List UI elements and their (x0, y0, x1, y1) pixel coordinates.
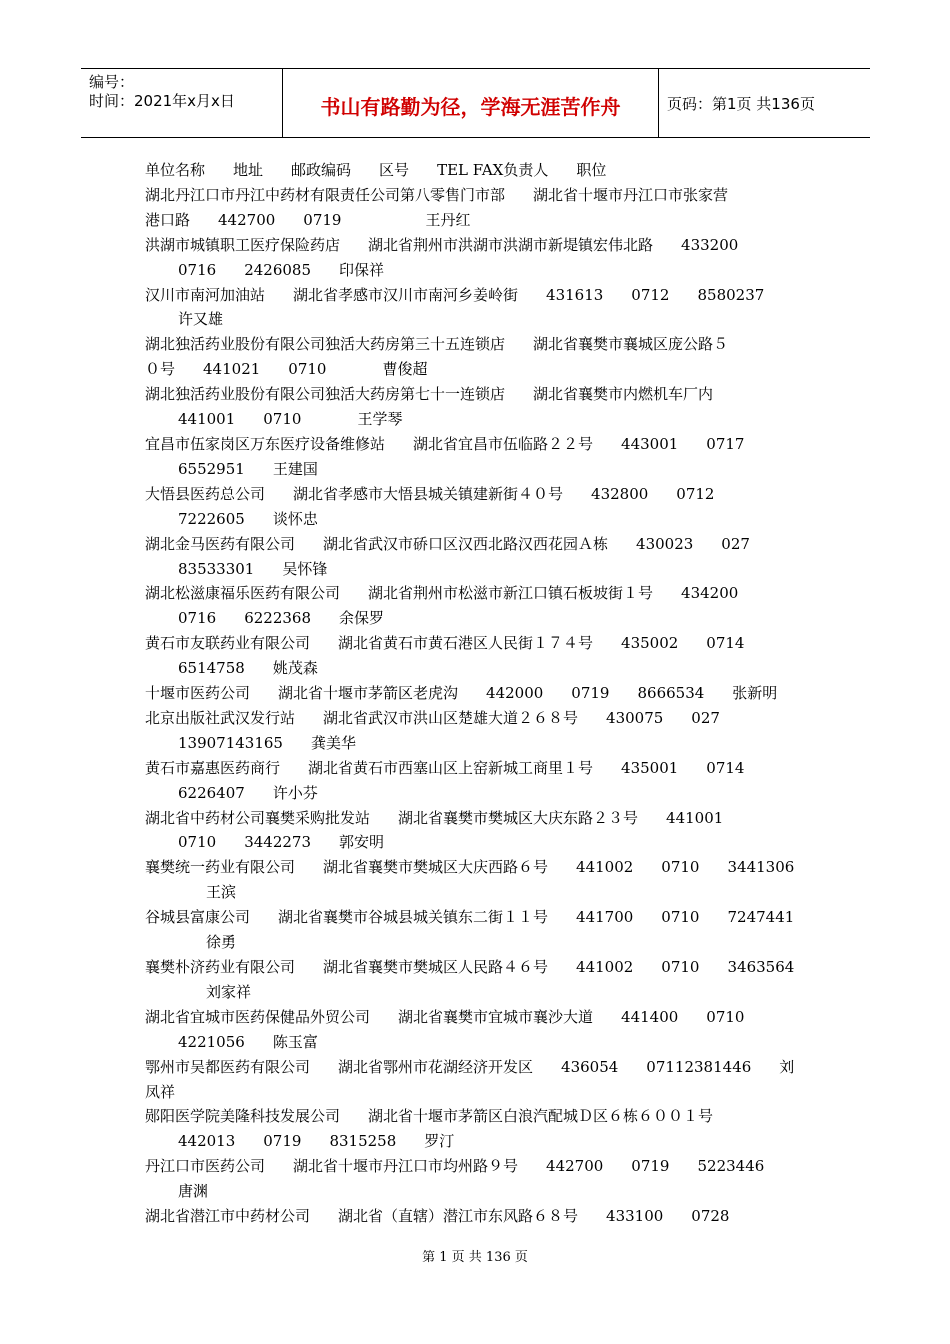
record-line (145, 606, 813, 631)
record-line (145, 1204, 813, 1229)
record-cell: 441400 (621, 1007, 679, 1026)
header-page-label: 页码：第1页 共136页 (667, 94, 815, 113)
record-cell: 441002 (576, 958, 634, 976)
record-cell: 0712 (676, 484, 715, 503)
record-cell: 湖北省黄石市西塞山区上窑新城工商里１号 (308, 758, 594, 777)
record-cell: 吴怀锋 (282, 559, 328, 578)
record-cell: 地址 (233, 161, 264, 179)
header-number-label: 编号： (89, 73, 135, 91)
record-cell: 湖北独活药业股份有限公司独活大药房第三十五连锁店 (145, 335, 506, 354)
record-line (145, 681, 813, 706)
record-cell: 3463564 (727, 958, 795, 976)
record-line (145, 731, 813, 756)
record-cell: 8315258 (329, 1132, 397, 1151)
record-cell: 434200 (681, 584, 739, 603)
record-cell: 6514758 (178, 659, 245, 678)
record-cell: 湖北省（直辖）潜江市东风路６８号 (338, 1207, 579, 1226)
record-line (145, 432, 813, 457)
record-cell: 谷城县富康公司 (145, 908, 251, 927)
record-cell: 洪湖市城镇职工医疗保险药店 (145, 235, 341, 254)
record-cell: 6226407 (178, 783, 245, 802)
record-line (145, 158, 813, 183)
record-cell: 湖北省中药材公司襄樊采购批发站 (145, 808, 371, 827)
record-cell: 0714 (706, 758, 745, 777)
record-cell: 433200 (681, 235, 739, 254)
record-line (145, 183, 813, 208)
record-cell: 442700 (218, 210, 276, 229)
record-cell: 湖北省襄樊市内燃机车厂内 (533, 385, 714, 404)
record-line (145, 1030, 813, 1055)
record-cell: 435001 (621, 758, 679, 777)
record-cell: 丹江口市医药公司 (145, 1157, 266, 1176)
record-line (145, 930, 813, 955)
record-line (145, 905, 813, 930)
record-cell: 0719 (571, 684, 610, 703)
record-cell: 0716 (178, 260, 217, 279)
record-cell: 余保罗 (339, 609, 385, 628)
record-cell: 港口路 (145, 210, 191, 229)
record-cell: 441002 (576, 858, 634, 877)
record-line (145, 1154, 813, 1179)
record-cell: 83533301 (178, 559, 255, 578)
record-cell: 436054 (561, 1057, 619, 1076)
record-cell: 6552951 (178, 459, 245, 478)
record-line (145, 880, 813, 905)
document-body (145, 158, 813, 1229)
record-line (145, 507, 813, 532)
record-cell: 5223446 (697, 1157, 765, 1176)
record-cell: 陈玉富 (272, 1032, 318, 1051)
record-line (145, 1080, 813, 1105)
record-cell: 宜昌市伍家岗区万东医疗设备维修站 (145, 434, 386, 453)
record-cell: 湖北省鄂州市花湖经济开发区 (338, 1057, 534, 1076)
record-line (145, 1104, 813, 1129)
record-line (145, 307, 813, 332)
record-cell: 龚美华 (310, 733, 356, 752)
record-cell: 汉川市南河加油站 (145, 285, 266, 304)
record-cell: 湖北省孝感市大悟县城关镇建新街４０号 (293, 484, 564, 503)
record-cell: 湖北省襄樊市樊城区大庆东路２３号 (398, 808, 639, 827)
record-cell: 435002 (621, 634, 679, 653)
record-cell: 443001 (621, 434, 679, 453)
record-cell: 郧阳医学院美隆科技发展公司 (145, 1107, 341, 1126)
record-cell: 刘 (779, 1057, 795, 1076)
record-cell: 431613 (546, 285, 604, 304)
record-cell: 6222368 (244, 609, 311, 628)
record-cell: 王滨 (206, 883, 237, 902)
record-line (145, 1005, 813, 1030)
record-cell: 唐渊 (178, 1182, 209, 1201)
record-cell: 湖北省襄樊市樊城区人民路４６号 (323, 958, 549, 976)
record-cell: 0710 (661, 958, 700, 976)
record-cell: 0710 (661, 858, 700, 877)
record-cell: 湖北省武汉市洪山区楚雄大道２６８号 (323, 708, 579, 727)
record-cell: 432800 (591, 484, 649, 503)
record-cell: 曹俊超 (382, 360, 428, 379)
record-cell: 3442273 (244, 833, 311, 852)
record-cell: 徐勇 (206, 933, 237, 952)
record-cell: 王建国 (272, 459, 318, 478)
page-header (81, 68, 870, 138)
record-cell: 0710 (706, 1007, 745, 1026)
record-cell: 027 (721, 534, 750, 553)
record-cell: 湖北省武汉市硚口区汉西北路汉西花园Ａ栋 (323, 534, 609, 553)
record-cell: 2426085 (244, 260, 311, 279)
record-cell: 442700 (546, 1157, 604, 1176)
record-cell: 湖北省十堰市丹江口市均州路９号 (293, 1157, 519, 1176)
record-cell: 433100 (606, 1207, 664, 1226)
record-cell: 7222605 (178, 509, 245, 528)
record-cell: 4221056 (178, 1032, 245, 1051)
record-cell: 职位 (576, 161, 607, 179)
record-line (145, 482, 813, 507)
record-cell: 0716 (178, 609, 217, 628)
record-cell: 十堰市医药公司 (145, 684, 251, 703)
record-cell: 湖北省十堰市丹江口市张家营 (533, 185, 729, 204)
record-line (145, 581, 813, 606)
record-cell: 0710 (661, 908, 700, 927)
record-cell: 湖北丹江口市丹江中药材有限责任公司第八零售门市部 (145, 185, 506, 204)
record-cell: TEL FAX负责人 (437, 161, 549, 179)
record-cell: 湖北独活药业股份有限公司独活大药房第七十一连锁店 (145, 385, 506, 404)
record-cell: 王丹红 (425, 210, 471, 229)
record-cell: 湖北省孝感市汉川市南河乡姜岭街 (293, 285, 519, 304)
record-cell: 0719 (631, 1157, 670, 1176)
record-line (145, 233, 813, 258)
record-cell: 441021 (203, 360, 261, 379)
record-line (145, 332, 813, 357)
record-cell: 0717 (706, 434, 745, 453)
record-cell: 印保祥 (339, 260, 385, 279)
record-cell: 姚茂森 (272, 659, 318, 678)
record-line (145, 955, 813, 980)
record-cell: 0728 (691, 1207, 730, 1226)
record-cell: 0714 (706, 634, 745, 653)
record-cell: 0710 (263, 410, 302, 429)
record-cell: 湖北省十堰市茅箭区白浪汽配城Ｄ区６栋６００１号 (368, 1107, 714, 1126)
record-cell: 湖北金马医药有限公司 (145, 534, 296, 553)
record-cell: 谈怀忠 (272, 509, 318, 528)
record-line (145, 980, 813, 1005)
record-line (145, 1179, 813, 1204)
record-line (145, 258, 813, 283)
record-cell: 张新明 (732, 684, 778, 703)
record-cell: 湖北省宜城市医药保健品外贸公司 (145, 1007, 371, 1026)
record-cell: 0712 (631, 285, 670, 304)
record-line (145, 208, 813, 233)
record-cell: 湖北省襄樊市谷城县城关镇东二街１１号 (278, 908, 549, 927)
record-line (145, 457, 813, 482)
record-cell: 430075 (606, 708, 664, 727)
record-cell: 区号 (379, 161, 410, 179)
record-cell: 大悟县医药总公司 (145, 484, 266, 503)
record-cell: 0710 (288, 360, 327, 379)
record-cell: 442000 (486, 684, 544, 703)
record-line (145, 830, 813, 855)
record-cell: 430023 (636, 534, 694, 553)
record-cell: 441001 (666, 808, 724, 827)
record-cell: 湖北省荆州市松滋市新江口镇石板坡街１号 (368, 584, 654, 603)
record-cell: 13907143165 (178, 733, 283, 752)
header-date-label: 时间：2021年x月x日 (89, 92, 235, 110)
record-cell: 0710 (178, 833, 217, 852)
record-line (145, 781, 813, 806)
record-cell: 湖北省宜昌市伍临路２２号 (413, 434, 594, 453)
record-line (145, 283, 813, 308)
record-cell: 8580237 (697, 285, 765, 304)
record-line (145, 656, 813, 681)
record-cell: 湖北松滋康福乐医药有限公司 (145, 584, 341, 603)
record-cell: 单位名称 (145, 161, 206, 179)
record-line (145, 557, 813, 582)
record-line (145, 806, 813, 831)
record-cell: 黄石市嘉惠医药商行 (145, 758, 281, 777)
record-cell: 湖北省襄樊市宜城市襄沙大道 (398, 1007, 594, 1026)
record-cell: 王学琴 (357, 410, 403, 429)
record-line (145, 407, 813, 432)
record-cell: 刘家祥 (206, 982, 252, 1001)
page-footer: 第 1 页 共 136 页 (422, 1250, 528, 1265)
record-line (145, 1055, 813, 1080)
record-cell: 湖北省黄石市黄石港区人民街１７４号 (338, 634, 594, 653)
record-cell: 郭安明 (339, 833, 385, 852)
record-cell: 湖北省襄樊市襄城区庞公路５ (533, 335, 729, 354)
record-cell: 442013 (178, 1132, 236, 1151)
record-line (145, 1129, 813, 1154)
record-line (145, 855, 813, 880)
record-cell: 罗汀 (424, 1132, 455, 1151)
header-motto: 书山有路勤为径，学海无涯苦作舟 (283, 69, 659, 137)
record-cell: 0719 (303, 210, 342, 229)
record-cell: 黄石市友联药业有限公司 (145, 634, 311, 653)
record-line (145, 532, 813, 557)
record-cell: 北京出版社武汉发行站 (145, 708, 296, 727)
record-cell: 邮政编码 (291, 161, 352, 179)
header-meta (81, 69, 283, 137)
record-line (145, 631, 813, 656)
record-cell: 襄樊朴济药业有限公司 (145, 958, 296, 976)
record-line (145, 706, 813, 731)
record-cell: 7247441 (727, 908, 795, 927)
record-cell: 湖北省潜江市中药材公司 (145, 1207, 311, 1226)
record-cell: ０号 (145, 360, 176, 379)
record-line (145, 756, 813, 781)
record-cell: 8666534 (637, 684, 705, 703)
record-cell: 许又雄 (178, 310, 224, 329)
record-cell: 0719 (263, 1132, 302, 1151)
record-cell: 湖北省十堰市茅箭区老虎沟 (278, 684, 459, 703)
record-cell: 襄樊统一药业有限公司 (145, 858, 296, 877)
record-cell: 3441306 (727, 858, 795, 877)
record-cell: 许小芬 (272, 783, 318, 802)
record-line (145, 357, 813, 382)
record-cell: 凤祥 (145, 1082, 176, 1101)
record-cell: 湖北省襄樊市樊城区大庆西路６号 (323, 858, 549, 877)
record-cell: 湖北省荆州市洪湖市洪湖市新堤镇宏伟北路 (368, 235, 654, 254)
record-line (145, 382, 813, 407)
record-cell: 07112381446 (646, 1057, 752, 1076)
record-cell: 鄂州市吴都医药有限公司 (145, 1057, 311, 1076)
record-cell: 441700 (576, 908, 634, 927)
record-cell: 441001 (178, 410, 236, 429)
record-cell: 027 (691, 708, 720, 727)
